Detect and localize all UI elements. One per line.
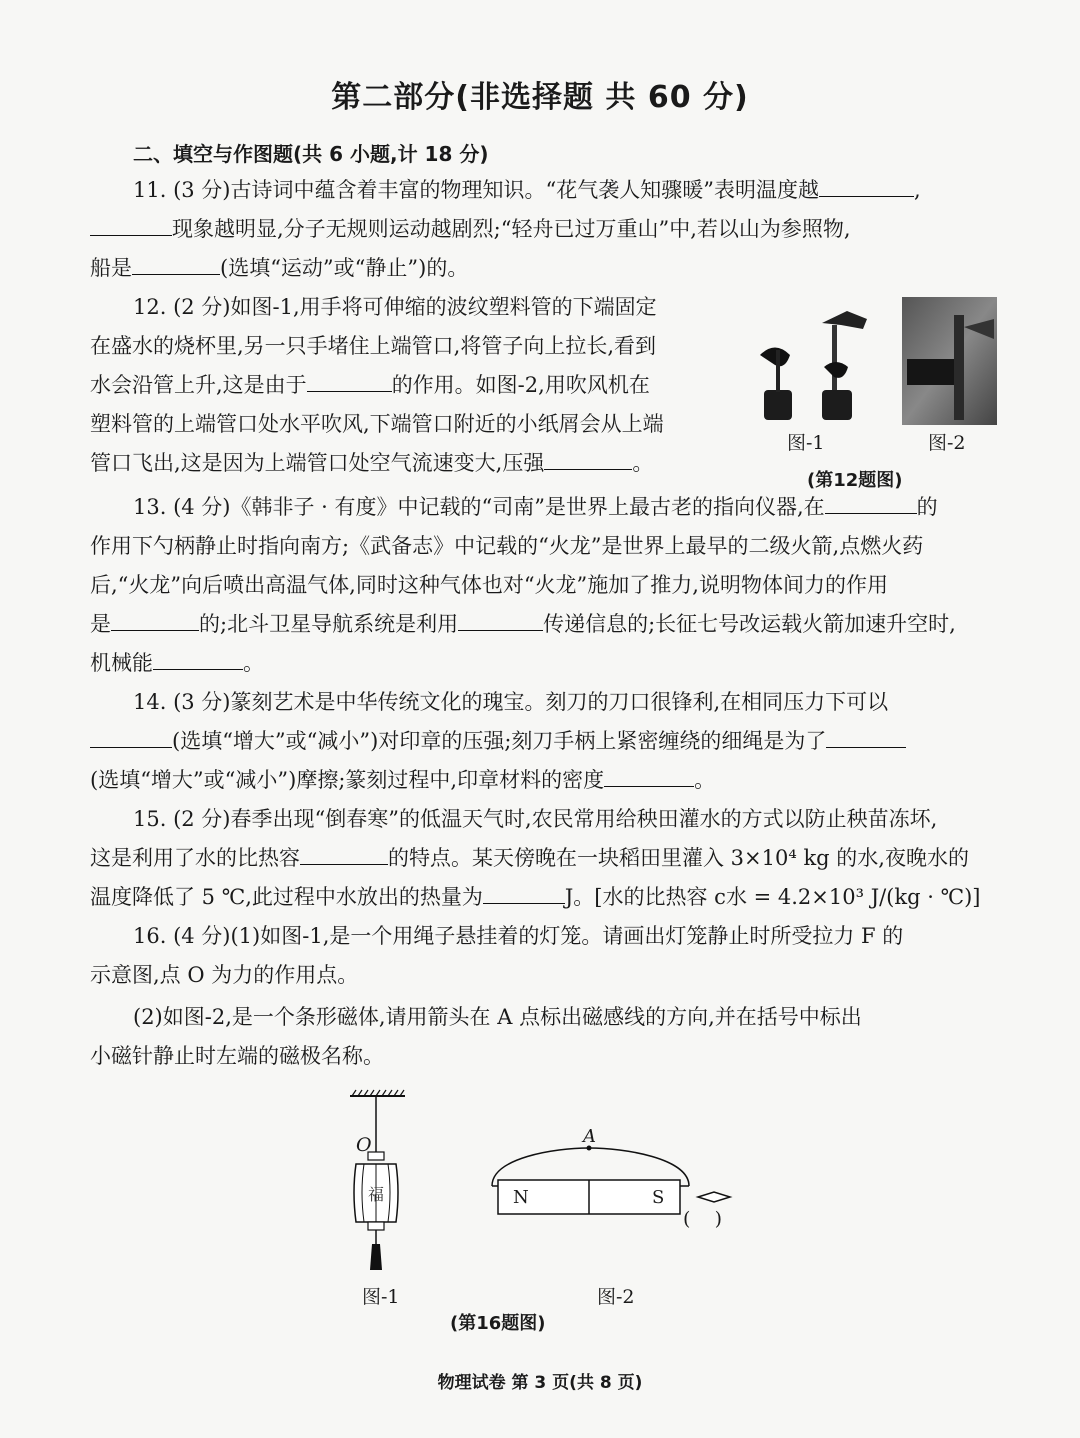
answer-blank[interactable]	[90, 727, 172, 748]
answer-blank[interactable]	[153, 649, 243, 670]
label-a: A	[583, 1126, 596, 1147]
q11-line-1	[133, 175, 921, 205]
answer-blank[interactable]	[132, 254, 220, 275]
q14-line-3	[90, 765, 715, 795]
q11-punct: ,	[913, 178, 921, 202]
q12-text: 。	[632, 451, 654, 475]
q12-line-1: 12. (2 分)如图-1,用手将可伸缩的波纹塑料管的下端固定	[133, 295, 657, 319]
q13-text: 是	[90, 612, 111, 636]
q15-line-3	[90, 882, 980, 912]
q12-figure-1-photo	[740, 295, 875, 430]
q11-text: 11. (3 分)古诗词中蕴含着丰富的物理知识。“花气袭人知骤暖”表明温度越	[133, 178, 819, 202]
q12-caption: (第12题图)	[807, 470, 903, 491]
q16-fig2-label: 图-2	[597, 1286, 635, 1308]
q16-caption: (第16题图)	[450, 1313, 546, 1334]
q13-text: 。	[243, 651, 264, 675]
label-s: S	[652, 1187, 665, 1208]
lantern-bottom-cap	[368, 1222, 384, 1230]
compass-needle[interactable]	[698, 1192, 730, 1202]
q11-line-3	[90, 253, 468, 283]
q13-line-1	[133, 492, 938, 522]
answer-blank[interactable]	[458, 610, 543, 631]
q15-line-2	[90, 843, 969, 873]
q12-line-5	[90, 448, 653, 478]
q15-text: 的特点。某天傍晚在一块稻田里灌入 3×10⁴ kg 的水,夜晚水的	[388, 846, 969, 870]
q13-line-4	[90, 609, 956, 639]
q13-text: 的;北斗卫星导航系统是利用	[199, 612, 459, 636]
q12-text: 管口飞出,这是因为上端管口处空气流速变大,压强	[90, 451, 545, 475]
q14-line-1: 14. (3 分)篆刻艺术是中华传统文化的瑰宝。刻刀的刀口很锋利,在相同压力下可以	[133, 690, 889, 714]
label-n: N	[513, 1187, 529, 1208]
answer-blank[interactable]	[300, 844, 388, 865]
q11-text: (选填“运动”或“静止”)的。	[220, 256, 469, 280]
q12-line-3	[90, 370, 650, 400]
q14-line-2	[90, 726, 906, 756]
q15-line-1: 15. (2 分)春季出现“倒春寒”的低温天气时,农民常用给秧田灌水的方式以防止秧苗冻坏,	[133, 807, 938, 831]
q15-text: 这是利用了水的比热容	[90, 846, 300, 870]
q16-fig1-label: 图-1	[362, 1286, 400, 1308]
q11-text: 现象越明显,分子无规则运动越剧烈;“轻舟已过万重山”中,若以山为参照物,	[172, 217, 851, 241]
section-heading: 二、填空与作图题(共 6 小题,计 18 分)	[133, 142, 489, 166]
q12-fig1-label: 图-1	[787, 432, 825, 454]
answer-blank[interactable]	[825, 493, 917, 514]
q12-line-4: 塑料管的上端管口处水平吹风,下端管口附近的小纸屑会从上端	[90, 412, 664, 436]
q13-text: 13. (4 分)《韩非子 · 有度》中记载的“司南”是世界上最古老的指向仪器,在	[133, 495, 825, 519]
q13-line-5	[90, 648, 264, 678]
lantern-figure[interactable]	[330, 1088, 430, 1278]
q15-text: 温度降低了 5 ℃,此过程中水放出的热量为	[90, 885, 483, 909]
q13-line-2: 作用下勺柄静止时指向南方;《武备志》中记载的“火龙”是世界上最早的二级火箭,点燃火药	[90, 534, 924, 558]
q13-line-3: 后,“火龙”向后喷出高温气体,同时这种气体也对“火龙”施加了推力,说明物体间力的作用	[90, 573, 888, 597]
answer-blank[interactable]	[544, 449, 632, 470]
part-title: 第二部分(非选择题 共 60 分)	[331, 80, 749, 115]
answer-blank[interactable]	[483, 883, 565, 904]
q12-text: 水会沿管上升,这是由于	[90, 373, 307, 397]
pole-answer-bracket[interactable]: ( )	[683, 1208, 722, 1230]
q13-text: 传递信息的;长征七号改运载火箭加速升空时,	[543, 612, 956, 636]
q14-text: (选填“增大”或“减小”)对印章的压强;刻刀手柄上紧密缠绕的细绳是为了	[172, 729, 827, 753]
q16-line-3: (2)如图-2,是一个条形磁体,请用箭头在 A 点标出磁感线的方向,并在括号中标出	[133, 1005, 862, 1029]
q13-text: 机械能	[90, 651, 153, 675]
answer-blank[interactable]	[604, 766, 694, 787]
q12-fig2-label: 图-2	[928, 432, 966, 454]
q16-line-4: 小磁针静止时左端的磁极名称。	[90, 1044, 384, 1068]
q16-line-2: 示意图,点 O 为力的作用点。	[90, 963, 359, 987]
q14-text: 。	[694, 768, 716, 792]
answer-blank[interactable]	[90, 215, 172, 236]
q12-figure-2-photo	[902, 297, 997, 425]
answer-blank[interactable]	[819, 176, 914, 197]
lantern-character: 福	[368, 1185, 385, 1204]
q15-text: J。[水的比热容 c水 = 4.2×10³ J/(kg · ℃)]	[564, 885, 981, 909]
q16-line-1: 16. (4 分)(1)如图-1,是一个用绳子悬挂着的灯笼。请画出灯笼静止时所受拉力 F 的	[133, 924, 904, 948]
answer-blank[interactable]	[307, 371, 392, 392]
answer-blank[interactable]	[826, 727, 906, 748]
q11-text: 船是	[90, 256, 132, 280]
label-o: O	[356, 1134, 372, 1156]
q12-line-2: 在盛水的烧杯里,另一只手堵住上端管口,将管子向上拉长,看到	[90, 334, 657, 358]
q14-text: (选填“增大”或“减小”)摩擦;篆刻过程中,印章材料的密度	[90, 768, 605, 792]
page-footer: 物理试卷 第 3 页(共 8 页)	[437, 1373, 643, 1393]
q13-text: 的	[916, 495, 938, 519]
lantern-tassel	[370, 1244, 382, 1270]
q12-text: 的作用。如图-2,用吹风机在	[391, 373, 650, 397]
q11-line-2	[90, 214, 851, 244]
answer-blank[interactable]	[111, 610, 199, 631]
